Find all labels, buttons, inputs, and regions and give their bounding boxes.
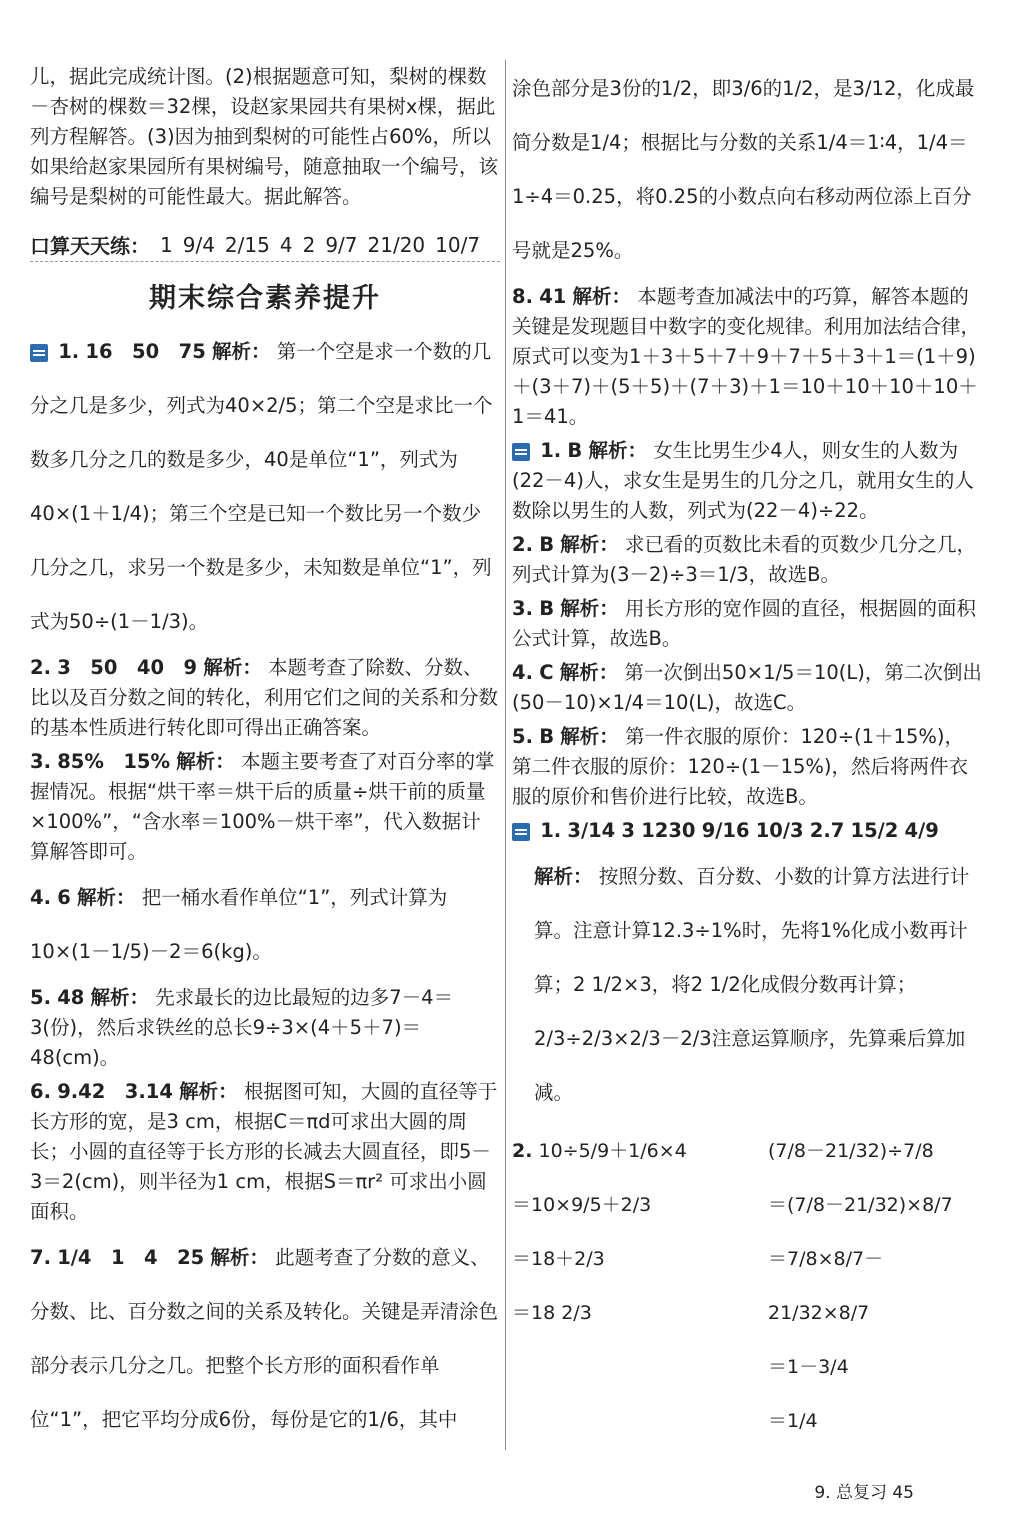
question-number: 3. xyxy=(512,597,533,620)
section-two-icon xyxy=(512,443,530,461)
question-number: 6. xyxy=(30,1080,51,1103)
oral-item: 9/7 xyxy=(325,232,358,257)
choice-question xyxy=(512,594,982,654)
question-3 xyxy=(30,747,500,867)
choice-question xyxy=(512,530,982,590)
oral-item: 10/7 xyxy=(435,232,481,257)
page-number: 45 xyxy=(892,1483,914,1503)
analysis-text: 按照分数、百分数、小数的计算方法进行计算。注意计算12.3÷1%时，先将1%化成小数再计算；2 1/2×3，将2 1/2化成假分数再计算；2/3÷2/3×2/3－2/3注意运算顺序，先算乘后算加减。 xyxy=(534,865,970,1104)
calc-line: ＝10×9/5＋2/3 xyxy=(512,1194,652,1216)
analysis-label: 解析： xyxy=(559,661,619,684)
question-number: 7. xyxy=(30,1246,51,1269)
question-4 xyxy=(30,871,500,979)
analysis-label: 解析： xyxy=(90,986,150,1009)
calc-line: (7/8－21/32)÷7/8 xyxy=(768,1140,934,1162)
answer: 48 xyxy=(57,986,85,1009)
answer: B xyxy=(539,725,555,748)
answer: 1/4 1 4 25 xyxy=(57,1246,205,1269)
choice-question xyxy=(512,658,982,718)
analysis-label: 解析： xyxy=(179,1080,238,1103)
choice-question xyxy=(512,436,982,526)
analysis-label: 解析： xyxy=(588,439,647,462)
calc-line: ＝7/8×8/7－21/32×8/7 xyxy=(768,1248,884,1324)
question-number: 8. xyxy=(512,285,533,308)
analysis-text: 第一件衣服的原价：120÷(1＋15%)，第二件衣服的原价：120÷(1－15%)，然后将两件衣服的原价和售价进行比较，故选B。 xyxy=(512,725,969,808)
question-5 xyxy=(30,983,500,1073)
oral-item: 21/20 xyxy=(367,232,426,257)
answer: 1230 xyxy=(641,819,696,842)
analysis-text: 先求最长的边比最短的边多7－4＝3(份)，然后求铁丝的总长9÷3×(4＋5＋7)＝48(cm)。 xyxy=(30,986,454,1069)
left-column xyxy=(30,62,500,1451)
right-column xyxy=(512,62,982,1448)
section-three-icon xyxy=(512,823,530,841)
calc-line xyxy=(512,1124,762,1178)
analysis-label: 解析： xyxy=(572,285,632,308)
question-number: 5. xyxy=(512,725,533,748)
question-2 xyxy=(30,653,500,743)
analysis-label: 解析： xyxy=(560,533,619,556)
analysis-label: 解析： xyxy=(210,1246,269,1269)
section-heading: 期末综合素养提升 xyxy=(149,283,381,314)
question-6 xyxy=(30,1077,500,1227)
answer: 10/3 xyxy=(755,819,804,842)
answer: 3 50 40 9 xyxy=(57,656,198,679)
question-number: 1. xyxy=(540,819,562,842)
oral-item: 2 xyxy=(302,232,316,257)
oral-item: 9/4 xyxy=(182,232,215,257)
answer: C xyxy=(539,661,554,684)
question-8 xyxy=(512,282,982,432)
answer: 2.7 xyxy=(809,819,845,842)
calc-left xyxy=(512,1124,762,1448)
answer: 41 xyxy=(539,285,567,308)
answer: 15/2 xyxy=(850,819,899,842)
calc-line: ＝18 2/3 xyxy=(512,1302,592,1324)
paragraph: 涂色部分是3份的1/2，即3/6的1/2，是3/12，化成最简分数是1/4；根据比与分数的关系1/4＝1∶4，1/4＝1÷4＝0.25，将0.25的小数点向右移动两位添上百分号就是25%。 xyxy=(512,77,975,262)
analysis-text: 本题考查加减法中的巧算，解答本题的关键是发现题目中数字的变化规律。利用加法结合律，原式可以变为1＋3＋5＋7＋9＋7＋5＋3＋1＝(1＋9)＋(3＋7)＋(5＋5)＋(7＋3)＋1＝10＋10＋10＋10＋1＝41。 xyxy=(512,285,981,428)
calc-question-1 xyxy=(512,816,982,846)
question-1 xyxy=(30,325,500,649)
page-footer xyxy=(814,1478,914,1503)
analysis-text: 把一桶水看作单位“1”，列式计算为10×(1－1/5)－2＝6(kg)。 xyxy=(30,886,448,963)
question-7 xyxy=(30,1231,500,1447)
oral-item: 4 xyxy=(279,232,293,257)
calc-line: ＝18＋2/3 xyxy=(512,1248,605,1270)
answer: 85% 15% xyxy=(57,750,171,773)
answer: 6 xyxy=(57,886,71,909)
calc-line: ＝1/4 xyxy=(768,1410,818,1432)
analysis-label: 解析： xyxy=(212,340,271,363)
oral-practice-label: 口算天天练： xyxy=(30,234,150,258)
analysis-text: 求已看的页数比未看的页数少几分之几，列式计算为(3－2)÷3＝1/3，故选B。 xyxy=(512,533,976,586)
section-one-icon xyxy=(30,344,48,362)
question-number: 1. xyxy=(58,340,80,363)
analysis-label: 解析： xyxy=(560,597,619,620)
analysis-text: 第一次倒出50×1/5＝10(L)，第二次倒出(50－10)×1/4＝10(L)，故选C。 xyxy=(512,661,982,714)
question-number: 4. xyxy=(30,886,51,909)
question-number: 2. xyxy=(30,656,51,679)
answer: 9/16 xyxy=(701,819,750,842)
footer-chapter: 9. 总复习 xyxy=(814,1483,887,1503)
answer: 9.42 3.14 xyxy=(57,1080,173,1103)
calc-analysis xyxy=(512,850,982,1120)
calc-step: 10÷5/9＋1/6×4 xyxy=(538,1140,687,1162)
choice-question xyxy=(512,722,982,812)
analysis-label: 解析： xyxy=(203,656,262,679)
question-number: 2. xyxy=(512,1140,533,1162)
oral-item: 1 xyxy=(160,232,173,257)
column-divider xyxy=(505,60,506,1450)
analysis-label: 解析： xyxy=(76,886,136,909)
question-number: 1. xyxy=(540,439,562,462)
answer: B xyxy=(539,597,555,620)
paragraph: 儿，据此完成统计图。(2)根据题意可知，梨树的棵数－杏树的棵数＝32棵，设赵家果园共有果树x棵，据此列方程解答。(3)因为抽到梨树的可能性占60%，所以如果给赵家果园所有果树编号，随意抽取一个编号，该编号是梨树的可能性最大。据此解答。 xyxy=(30,65,499,208)
analysis-text: 女生比男生少4人，则女生的人数为(22－4)人，求女生是男生的几分之几，就用女生的人数除以男生的人数，列式为(22－4)÷22。 xyxy=(512,439,974,522)
answer: B xyxy=(567,439,583,462)
analysis-label: 解析： xyxy=(560,725,619,748)
answer: 3 xyxy=(621,819,635,842)
answer: 16 50 75 xyxy=(85,340,206,363)
question-number: 4. xyxy=(512,661,533,684)
analysis-label: 解析： xyxy=(176,750,235,773)
calc-line: ＝(7/8－21/32)×8/7 xyxy=(768,1194,953,1216)
question-number: 5. xyxy=(30,986,51,1009)
oral-practice xyxy=(30,230,500,262)
oral-item: 2/15 xyxy=(224,232,270,257)
calc-right xyxy=(768,1124,978,1448)
answer: 4/9 xyxy=(904,819,939,842)
analysis-label: 解析： xyxy=(534,865,593,888)
answer: B xyxy=(539,533,555,556)
analysis-text: 本题主要考查了对百分率的掌握情况。根据“烘干率＝烘干后的质量÷烘干前的质量×100%”，“含水率＝100%－烘干率”，代入数据计算解答即可。 xyxy=(30,750,495,863)
analysis-text: 第一个空是求一个数的几分之几是多少，列式为40×2/5；第二个空是求比一个数多几分之几的数是多少，40是单位“1”，列式为40×(1＋1/4)；第三个空是已知一个数比另一个数少几分之几，求另一个数是多少，未知数是单位“1”，列式为50÷(1－1/3)。 xyxy=(30,340,493,633)
analysis-text: 用长方形的宽作圆的直径，根据圆的面积公式计算，故选B。 xyxy=(512,597,976,650)
calc-line: ＝1－3/4 xyxy=(768,1356,849,1378)
question-number: 2. xyxy=(512,533,533,556)
analysis-text: 此题考查了分数的意义、分数、比、百分数之间的关系及转化。关键是弄清涂色部分表示几分之几。把整个长方形的面积看作单位“1”，把它平均分成6份，每份是它的1/6，其中 xyxy=(30,1246,499,1431)
analysis-text: 根据图可知，大圆的直径等于长方形的宽，是3 cm，根据C＝πd可求出大圆的周长；小圆的直径等于长方形的长减去大圆直径，即5－3＝2(cm)，则半径为1 cm，根据S＝πr² 可求出小圆面积。 xyxy=(30,1080,498,1223)
calc-question-2 xyxy=(512,1124,982,1448)
answer: 3/14 xyxy=(567,819,616,842)
analysis-text: 本题考查了除数、分数、比以及百分数之间的转化，利用它们之间的关系和分数的基本性质进行转化即可得出正确答案。 xyxy=(30,656,499,739)
question-number: 3. xyxy=(30,750,51,773)
